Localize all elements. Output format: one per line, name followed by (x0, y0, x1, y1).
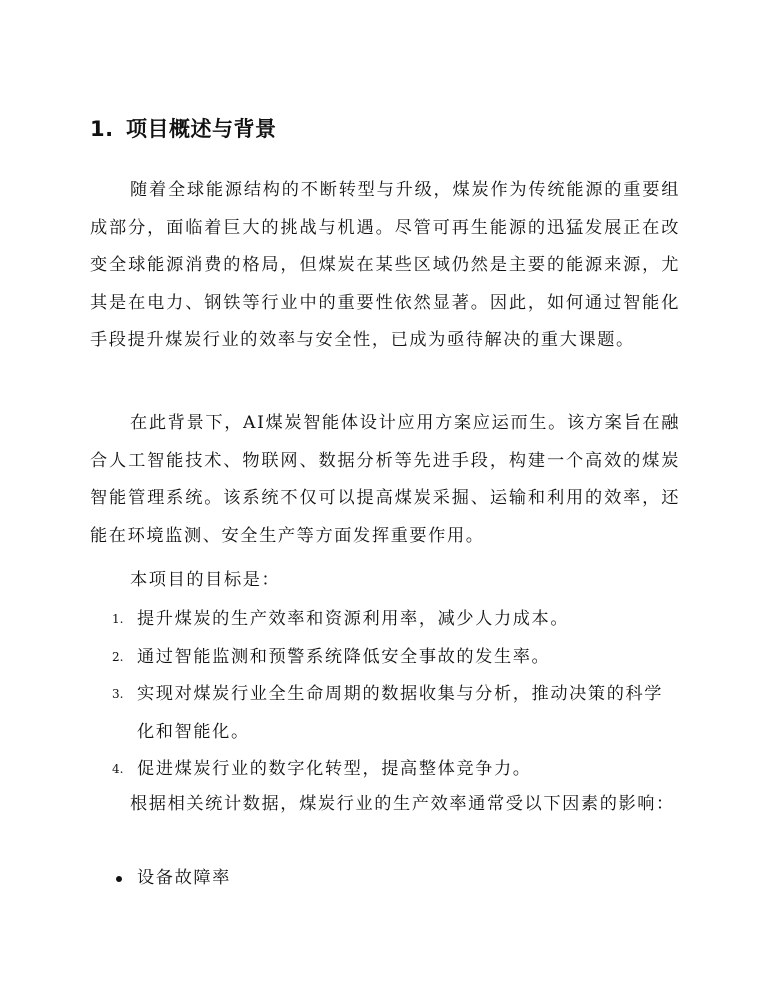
list-item (90, 751, 680, 789)
list-item (90, 639, 680, 677)
list-item (90, 860, 680, 898)
list-item (90, 676, 680, 751)
bullet-icon (116, 876, 122, 882)
paragraph-background: 随着全球能源结构的不断转型与升级，煤炭作为传统能源的重要组成部分，面临着巨大的挑战与机遇。尽管可再生能源的迅猛发展正在改变全球能源消费的格局，但煤炭在某些区域仍然是主要的能源来源，尤其是在电力、钢铁等行业中的重要性依然显著。因此，如何通过智能化手段提升煤炭行业的效率与安全性，已成为亟待解决的重大课题。 (90, 180, 680, 350)
list-item-text: 通过智能监测和预警系统降低安全事故的发生率。 (137, 646, 551, 667)
paragraph-factors-intro: 根据相关统计数据，煤炭行业的生产效率通常受以下因素的影响： (130, 794, 675, 814)
list-number: 4. (112, 762, 124, 776)
factors-list (90, 860, 680, 898)
section-heading (90, 113, 277, 143)
section-title: 项目概述与背景 (126, 117, 277, 141)
list-item-text: 实现对煤炭行业全生命周期的数据收集与分析，推动决策的科学化和智能化。 (137, 684, 664, 742)
list-item-text: 设备故障率 (137, 868, 231, 888)
list-item-text: 促进煤炭行业的数字化转型，提高整体竞争力。 (137, 759, 532, 779)
list-item (90, 601, 680, 639)
list-item-text: 提升煤炭的生产效率和资源利用率，减少人力成本。 (137, 609, 570, 629)
goals-list (90, 601, 680, 789)
list-number: 2. (112, 649, 124, 664)
section-number: 1. (90, 117, 114, 141)
paragraph-goals-intro: 本项目的目标是： (130, 570, 281, 590)
list-number: 3. (112, 687, 124, 701)
list-number: 1. (112, 612, 124, 626)
paragraph-solution: 在此背景下，AI煤炭智能体设计应用方案应运而生。该方案旨在融合人工智能技术、物联网、数据分析等先进手段，构建一个高效的煤炭智能管理系统。该系统不仅可以提高煤炭采掘、运输和利用的效率，还能在环境监测、安全生产等方面发挥重要作用。 (90, 413, 680, 546)
